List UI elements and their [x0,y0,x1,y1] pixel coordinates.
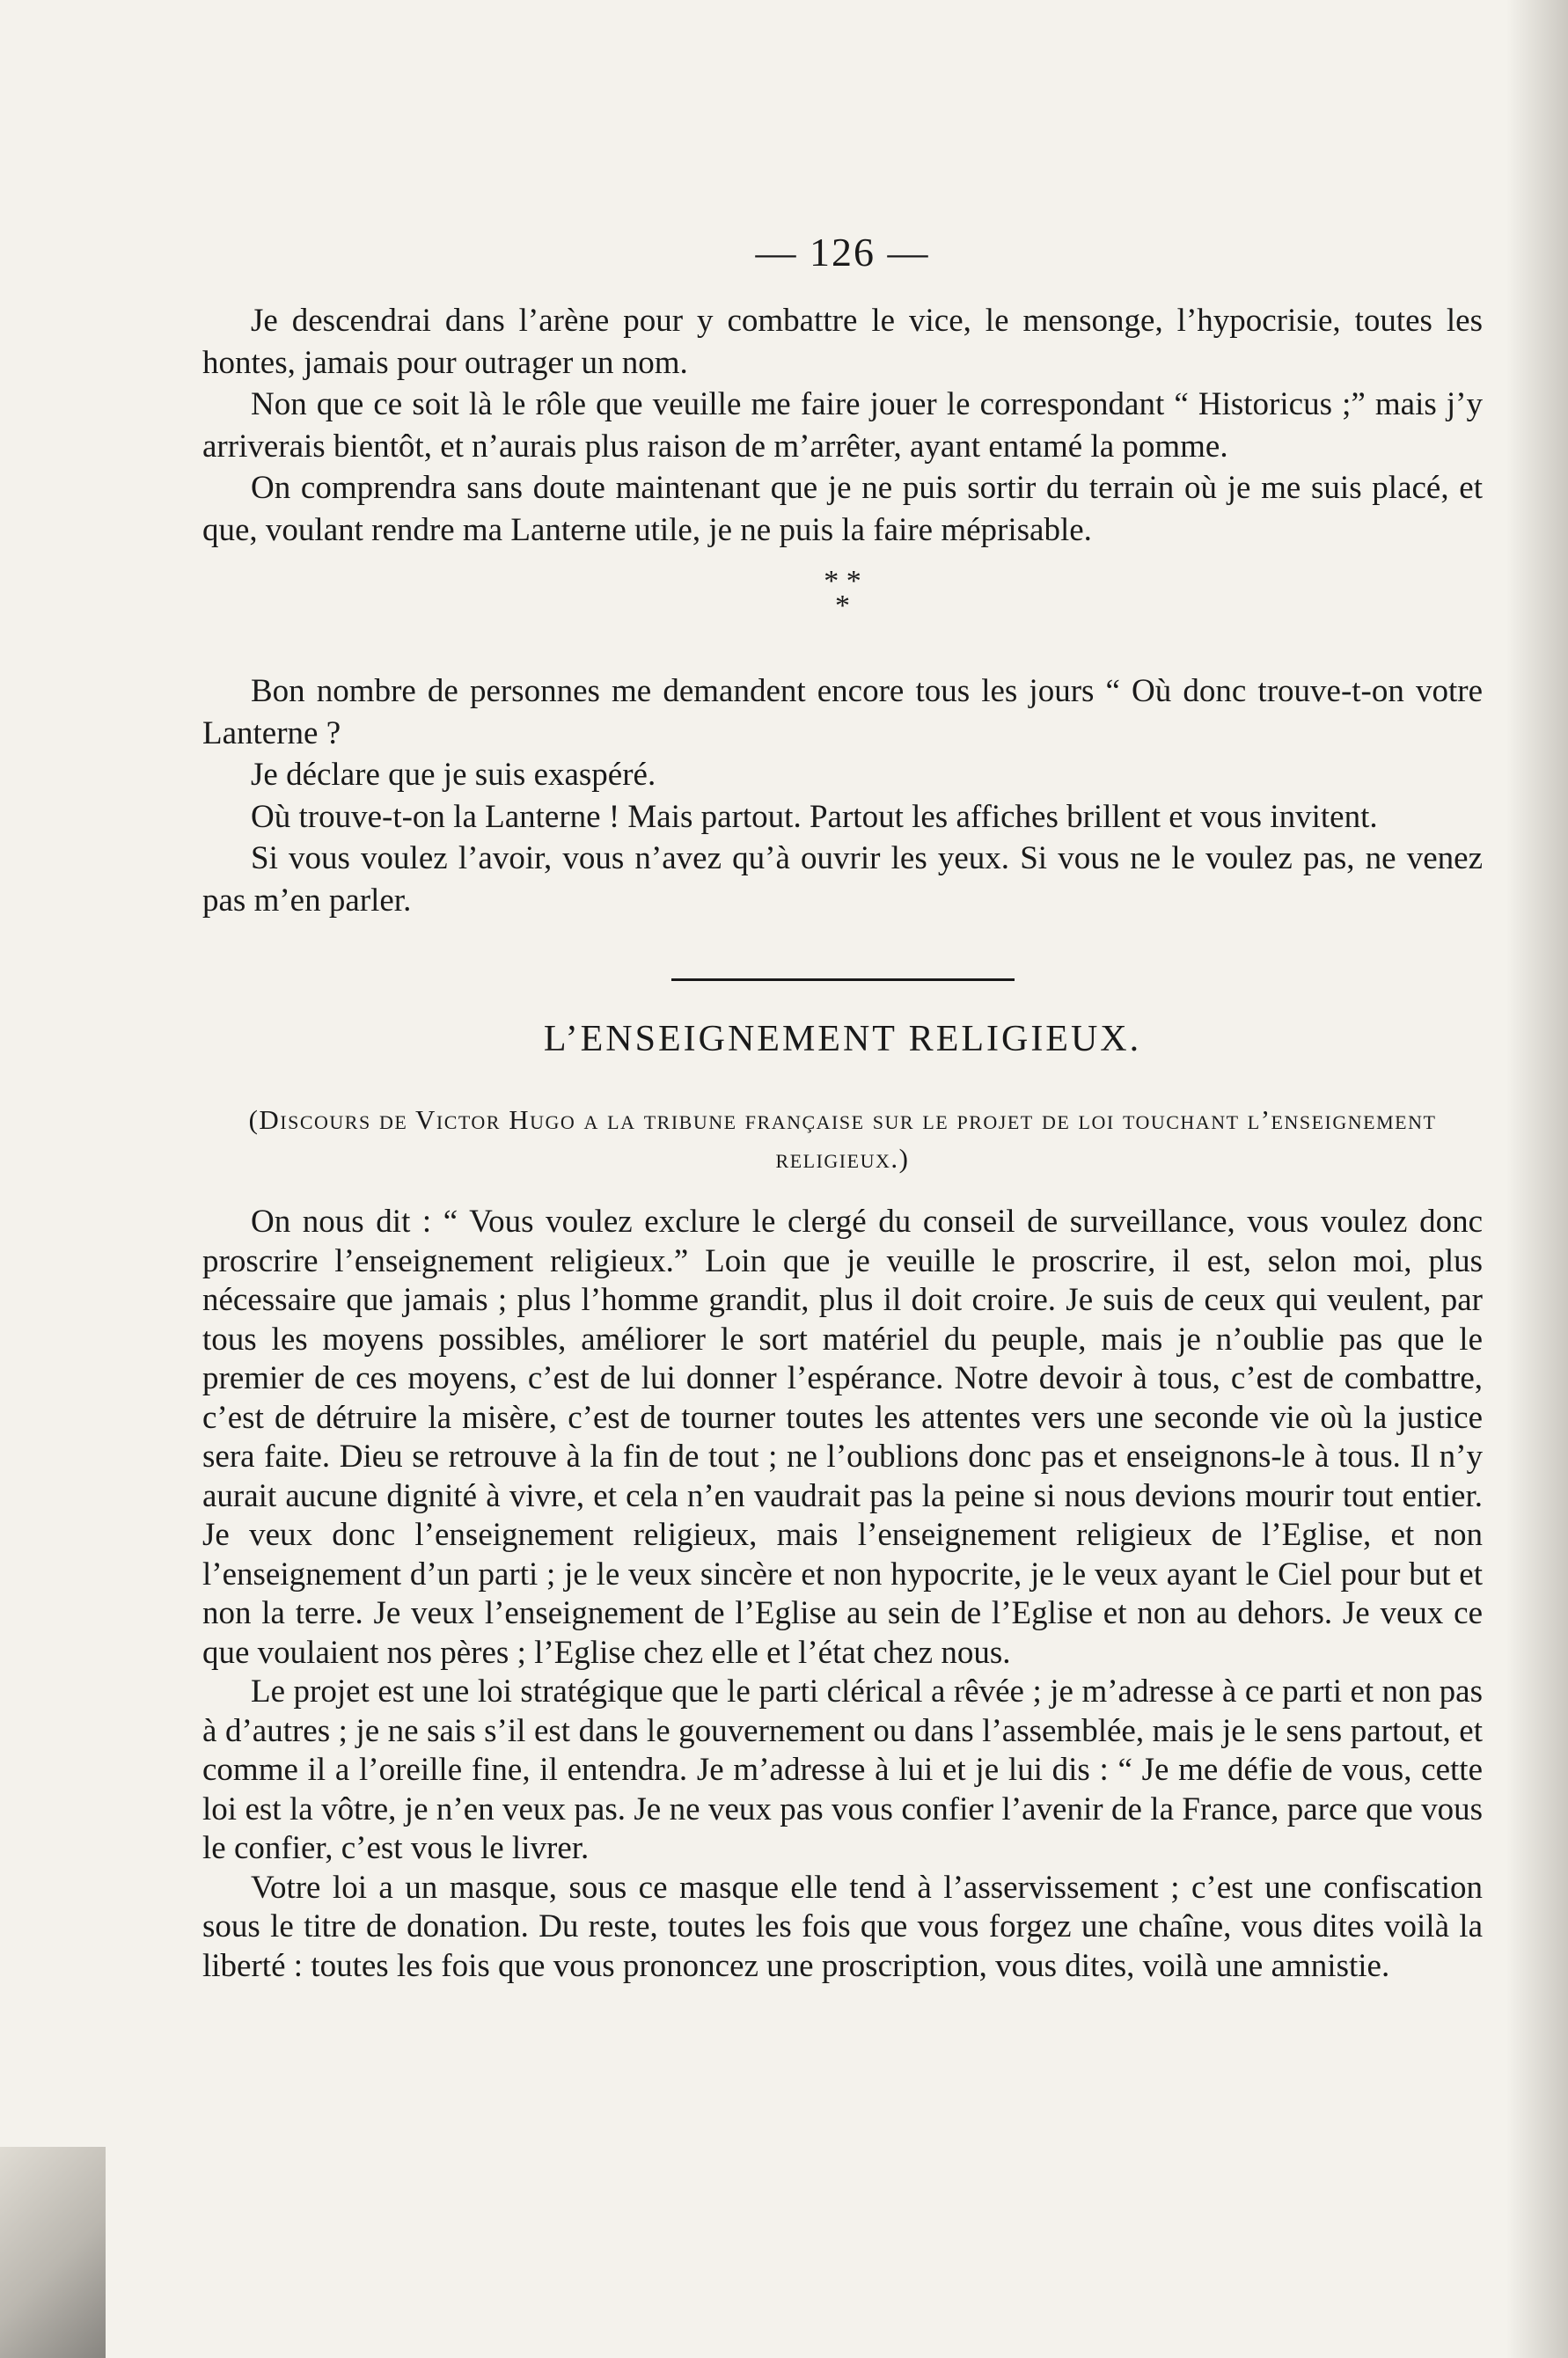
paragraph: On nous dit : “ Vous voulez exclure le clergé du conseil de surveillance, vous voulez donc proscrire l’enseignement religieux.” Loin que je veuille le proscrire, il est, selon moi, plus nécessaire que jamais ; plus l’homme grandit, plus il doit croire. Je suis de ceux qui veulent, par tous les moyens possibles, améliorer le sort matériel du peuple, mais je n’oublie pas que le premier de ces moyens, c’est de lui donner l’espérance. Notre devoir à tous, c’est de combattre, c’est de détruire la misère, c’est de tourner toutes les attentes vers une seconde vie où la justice sera faite. Dieu se retrouve à la fin de tout ; ne l’oublions donc pas et enseignons-le à tous. Il n’y aurait aucune dignité à vivre, et cela n’en vaudrait pas la peine si nous devions mourir tout entier. Je veux donc l’enseignement religieux, mais l’enseignement religieux de l’Eglise, et non l’enseignement d’un parti ; je le veux sincère et non hypocrite, je le veux ayant le Ciel pour but et non la terre. Je veux l’enseignement de l’Eglise au sein de l’Eglise et non au dehors. Je veux ce que voulaient nos pères ; l’Eglise chez elle et l’état chez nous. [202,1204,1483,1671]
intro-section [202,300,1483,551]
paragraph: Votre loi a un masque, sous ce masque elle tend à l’asservissement ; c’est une confiscation sous le titre de donation. Du reste, toutes les fois que vous forgez une chaîne, vous dites voilà la liberté : toutes les fois que vous prononcez une proscription, vous dites, voilà une amnistie. [202,1869,1483,1984]
paragraph: On comprendra sans doute maintenant que je ne puis sortir du terrain où je me suis placé, et que, voulant rendre ma Lanterne utile, je ne puis la faire méprisable. [202,470,1483,548]
paragraph: Si vous voulez l’avoir, vous n’avez qu’à ouvrir les yeux. Si vous ne le voulez pas, ne venez pas m’en parler. [202,840,1483,919]
document-page [202,229,1483,1986]
page-edge-shadow [1506,0,1568,2358]
page-corner-shadow [0,2147,106,2358]
paragraph: Bon nombre de personnes me demandent encore tous les jours “ Où donc trouve-t-on votre Lanterne ? [202,673,1483,751]
asterism-separator [202,565,1483,622]
section-subtitle: (Discours de Victor Hugo a la tribune française sur le projet de loi touchant l’enseignement religieux.) [248,1104,1437,1174]
asterism-top: * * [824,565,861,597]
section-divider [671,978,1015,981]
paragraph: Je descendrai dans l’arène pour y combattre le vice, le mensonge, l’hypocrisie, toutes les hontes, jamais pour outrager un nom. [202,303,1483,381]
paragraph: Non que ce soit là le rôle que veuille me faire jouer le correspondant “ Historicus ;” mais j’y arriverais bientôt, et n’aurais plus raison de m’arrêter, ayant entamé la pomme. [202,386,1483,465]
page-number: — 126 — [755,230,930,275]
lanterne-section [202,670,1483,921]
asterism-bottom: * [835,590,850,622]
section-title: L’ENSEIGNEMENT RELIGIEUX. [543,1019,1142,1059]
discourse-section [202,1203,1483,1986]
paragraph: Le projet est une loi stratégique que le parti clérical a rêvée ; je m’adresse à ce parti et non pas à d’autres ; je ne sais s’il est dans le gouvernement ou dans l’assemblée, mais je le sens partout, et comme il a l’oreille fine, il entendra. Je m’adresse à lui et je lui dis : “ Je me défie de vous, cette loi est la vôtre, je n’en veux pas. Je ne veux pas vous confier l’avenir de la France, parce que vous le confier, c’est vous le livrer. [202,1673,1483,1866]
paragraph: Où trouve-t-on la Lanterne ! Mais partout. Partout les affiches brillent et vous invitent. [251,798,1378,835]
paragraph: Je déclare que je suis exaspéré. [251,757,656,793]
